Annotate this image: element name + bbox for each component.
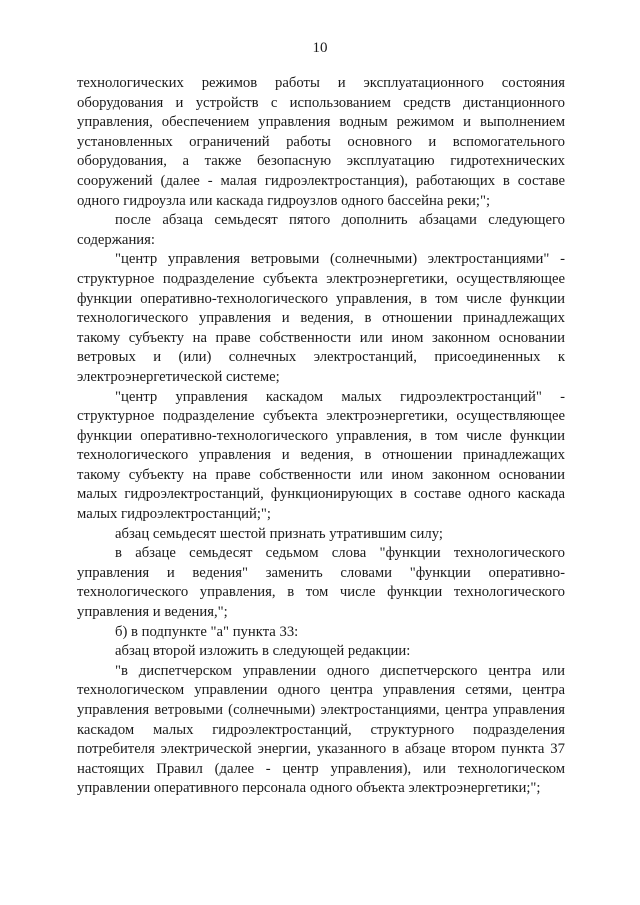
paragraph-definition-wind-solar-center: "центр управления ветровыми (солнечными) электростанциями" - структурное подразделение субъекта электроэнергетики, осуществляющее функции оперативно-технологического управления, в том числе функции технологического управления и ведения, в отношении принадлежащих такому субъекту на праве собственности или ином законном основании ветровых и (или) солнечных электростанций, присоединенных к электроэнергетической системе; <box>77 251 565 385</box>
page-number: 10 <box>312 40 328 56</box>
paragraph-subitem-b: б) в подпункте "а" пункта 33: <box>115 623 299 640</box>
paragraph-amendment-instruction: после абзаца семьдесят пятого дополнить абзацами следующего содержания: <box>77 212 565 248</box>
document-body <box>77 74 565 799</box>
paragraph-replace-words: в абзаце семьдесят седьмом слова "функции технологического управления и ведения" заменить словами "функции оперативно-технологического управления, в том числе функции технологического управления и ведения,"; <box>77 545 565 621</box>
paragraph-new-text: "в диспетчерском управлении одного диспетчерского центра или технологическом управлении одного центра управления сетями, центра управления ветровыми (солнечными) электростанциями, центра управления каскадом малых гидроэлектростанций, структурного подразделения потребителя электрической энергии, указанного в абзаце втором пункта 37 настоящих Правил (далее - центр управления), или технологическом управлении оперативного персонала одного объекта электроэнергетики;"; <box>77 662 565 797</box>
paragraph-definition-hydro-cascade-center: "центр управления каскадом малых гидроэлектростанций" - структурное подразделение субъекта электроэнергетики, осуществляющее функции оперативно-технологического управления, в том числе функции технологического управления и ведения, в отношении принадлежащих такому субъекту на праве собственности или ином законном основании малых гидроэлектростанций, функционирующих в составе одного каскада малых гидроэлектростанций;"; <box>77 388 565 523</box>
paragraph-new-wording: абзац второй изложить в следующей редакции: <box>115 643 411 660</box>
paragraph-repeal: абзац семьдесят шестой признать утратившим силу; <box>115 525 443 542</box>
paragraph-continuation: технологических режимов работы и эксплуатационного состояния оборудования и устройств с использованием средств дистанционного управления, обеспечением управления водным режимом и выполнением установленных ограничений работы основного и вспомогательного оборудования, а также безопасную эксплуатацию гидротехнических сооружений (далее - малая гидроэлектростанция), работающих в составе одного гидроузла или каскада гидроузлов одного бассейна реки;"; <box>77 75 565 209</box>
